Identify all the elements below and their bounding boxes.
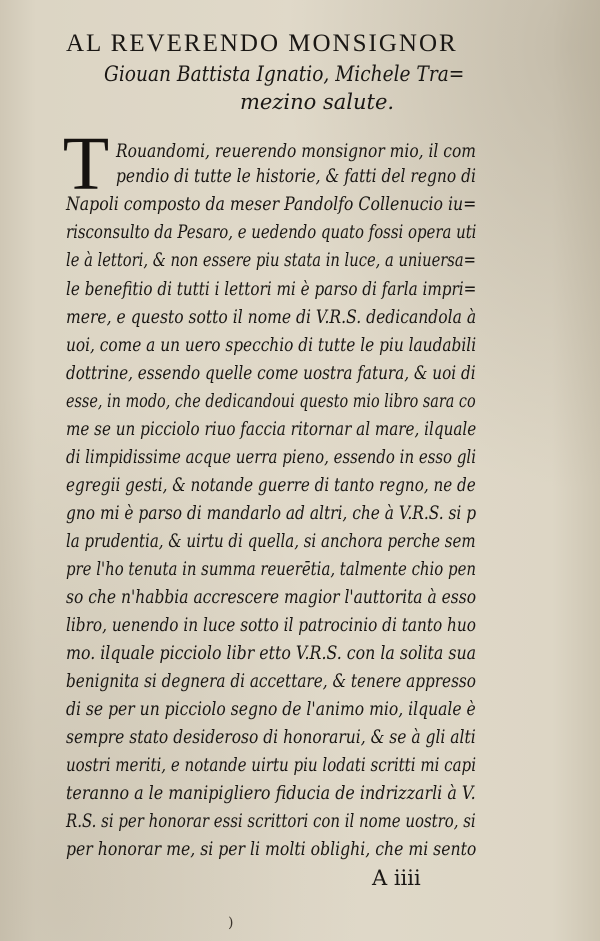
body-line: Rouandomi, reuerendo monsignor mio, il com [116,141,476,162]
body-line: mere, e questo sotto il nome di V.R.S. dedicandola à [66,307,477,328]
body-line: teranno a le manipigliero fiducia de indrizzarli à V. [66,783,476,804]
body-line: uostri meriti, e notande uirtu piu lodati scritti mi capi [66,755,477,776]
body-line: le à lettori, & non essere piu stata in luce, a uniuersa= [66,250,476,271]
body-line: pre l'ho tenuta in summa reuerētia, talmente chio pen [66,559,477,580]
body-line: so che n'habbia accrescere magior l'auttorita à esso [66,587,477,608]
dedication-salutation: mezino salute. [240,90,395,114]
body-line: le benefitio di tutti i lettori mi è parso di farla impri= [66,279,477,300]
body-line: esse, in modo, che dedicandoui questo mio libro sara co [66,391,476,412]
body-line: mo. ilquale picciolo libr etto V.R.S. con la solita sua [66,643,477,664]
page-edge-mark: ) [228,915,234,931]
body-line: uoi, come a un uero specchio di tutte le piu laudabili [66,335,477,356]
body-line: benignita si degnera di accettare, & tenere appresso [66,671,476,692]
body-line: la prudentia, & uirtu di quella, si anchora perche sem [66,531,476,552]
body-line: gno mi è parso di mandarlo ad altri, che à V.R.S. si p [66,503,477,524]
body-line: sempre stato desideroso di honorarui, & se à gli alti [66,727,476,748]
body-line: dottrine, essendo quelle come uostra fatura, & uoi di [66,363,476,384]
signature-mark: A iiii [372,866,421,890]
dedication-heading: AL REVERENDO MONSIGNOR [66,30,458,57]
body-line: libro, uenendo in luce sotto il patrocinio di tanto huo [66,615,476,636]
body-line: risconsulto da Pesaro, e uedendo quato fossi opera uti [66,222,477,243]
body-line: egregii gesti, & notande guerre di tanto regno, ne de [66,475,476,496]
dedication-recipients: Giouan Battista Ignatio, Michele Tra= [104,62,465,86]
body-line: per honorar me, si per li molti oblighi, che mi sento [66,839,477,860]
body-line: di limpidissime acque uerra pieno, essendo in esso gli [66,447,476,468]
body-line: R.S. si per honorar essi scrittori con il nome uostro, si [66,811,476,832]
drop-cap-initial: T [62,122,110,206]
body-line: Napoli composto da meser Pandolfo Collenucio iu= [66,194,477,215]
body-line: di se per un picciolo segno de l'animo mio, ilquale è [66,699,476,720]
body-line: pendio di tutte le historie, & fatti del regno di [116,166,476,187]
body-line: me se un picciolo riuo faccia ritornar al mare, ilquale [66,419,477,440]
